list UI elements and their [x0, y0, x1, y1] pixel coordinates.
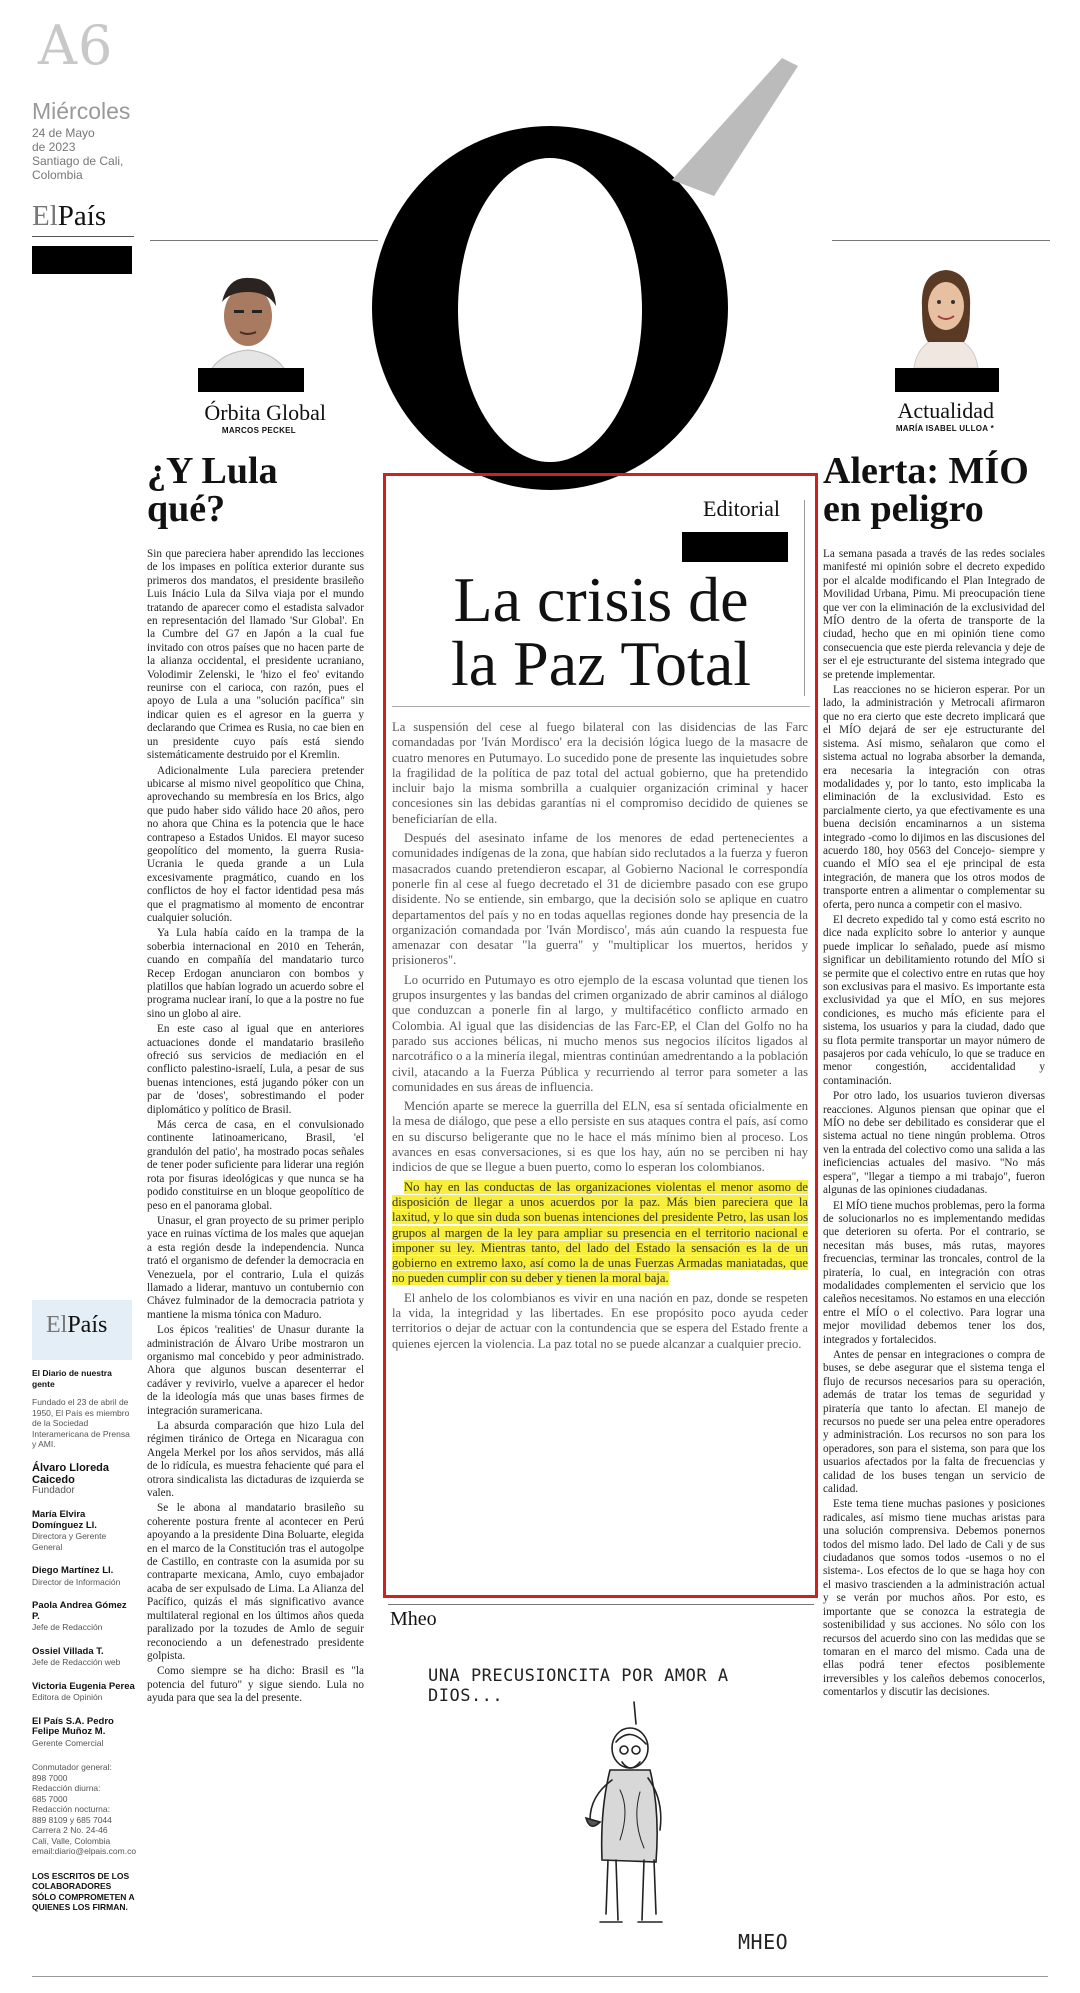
- footer-divider: [32, 1976, 1048, 1977]
- editorial-title-line: la Paz Total: [450, 628, 752, 699]
- cartoon-old-man-icon: [560, 1700, 700, 1950]
- staff-person: [32, 1462, 136, 1497]
- cartoon-label: Mheo: [390, 1608, 437, 1630]
- date-line: Santiago de Cali,: [32, 154, 124, 168]
- staff-person: [32, 1601, 136, 1633]
- divider: [32, 236, 134, 237]
- article-body-lula: [147, 548, 364, 1963]
- author-marcos-peckel: MARCOS PECKEL: [221, 426, 296, 435]
- highlighted-paragraph: [392, 1180, 808, 1287]
- staff-person: [32, 1717, 136, 1749]
- staff-person-role: Jefe de Redacción web: [32, 1657, 121, 1667]
- date-line: de 2023: [32, 140, 76, 154]
- paragraph: Unasur, el gran proyecto de su primer periplo yace en ruinas víctima de los males que aquejan a esta región desde la independencia. Nunca trató el organismo de defender la democracia en Venezuela, por el contrario, Lula el quizás llamado a liderar, mantuvo un contubernio con Chávez fulminador de la democracia patriota y mantiene la misma tónica con Maduro.: [147, 1214, 364, 1321]
- date-block: [32, 126, 152, 182]
- staff-person-name: Ossiel Villada T.: [32, 1645, 104, 1657]
- paragraph: El MÍO tiene muchos problemas, pero la forma de solucionarlos no es implementando medidas que deterioren su oferta. Por el contrario, se necesitan más buses, más rutas, mayores frecuencias, terminar las troncales, control de la piratería, lo cual, en integración con otras modalidades complementen el servicio que los caleños necesitamos. No estamos en una elección entre el MÍO o el colectivo. Para lograr una mejor movilidad debemos tener los dos, integrados y fortalecidos.: [823, 1199, 1045, 1346]
- contact-line: Redacción nocturna:: [32, 1804, 110, 1814]
- article-body-mio: [823, 548, 1045, 1963]
- columnist-photo-maria-isabel-ulloa: [900, 256, 992, 368]
- editorial-label: Editorial: [703, 496, 780, 521]
- editorial-title: [392, 564, 810, 699]
- paragraph: Lo ocurrido en Putumayo es otro ejemplo de la escasa voluntad que tienen los grupos insurgentes y las bandas del crimen organizado de abrir caminos al diálogo que conduzcan a ponerle fin al largo, y multifacético conflicto armado en Colombia. Al igual que las disidencias de las Farc-EP, el Clan del Golfo no ha parado sus acciones bélicas, ni mucho menos sus negocios ilícitos ligados al narcotráfico o a la minería ilegal, mientras continúan amedrentando a la población civil, atacando a la Fuerza Pública y recurriendo al terror para someter a las comunidades en sus áreas de influencia.: [392, 972, 808, 1094]
- staff-person-name: Victoria Eugenia Perea: [32, 1680, 135, 1692]
- cartoon-caption: UNA PRECUSIONCITA POR AMOR A DIOS...: [428, 1666, 729, 1706]
- staff-person-name: María Elvira Domínguez Ll.: [32, 1509, 97, 1531]
- paragraph: Más cerca de casa, en el convulsionado continente latinoamericano, Brasil, 'el grandulón del patio', ha mostrado pocas señales de tener poder suficiente para liderar una región rota por fisuras ideológicas y que nunca se ha podido constituirse en un bloque geopolítico de peso en el panorama global.: [147, 1119, 364, 1212]
- photo-black-bar: [198, 368, 304, 392]
- staff-person-name: Paola Andrea Gómez P.: [32, 1600, 127, 1622]
- photo-black-bar: [895, 368, 999, 392]
- paragraph: Los épicos 'realities' de Unasur durante la administración de Álvaro Uribe mostraron un organismo mal concebido y peor administrado. Ahora que algunos buscan desenterrar el cadáver y revivirlo, vuelve a aparecer el hedor de la ideología más que unas bases firmes de integración suramericana.: [147, 1324, 364, 1417]
- contact-line: 685 7000: [32, 1793, 68, 1804]
- masthead-el: El: [32, 200, 58, 232]
- staff-logo-el: El: [46, 1312, 68, 1338]
- cartoon-signature: MHEO: [738, 1930, 789, 1954]
- headline-line: ¿Y Lula: [147, 450, 278, 492]
- staff-logo-box: [32, 1300, 132, 1360]
- headline-alerta-mio: [823, 452, 1063, 528]
- section-name-actualidad: Actualidad: [897, 398, 994, 423]
- contact-line: email:diario@elpais.com.co: [32, 1846, 137, 1856]
- headline-line: qué?: [147, 488, 226, 530]
- staff-disclaimer: LOS ESCRITOS DE LOS COLABORADORES SÓLO COMPROMETEN A QUIENES LOS FIRMAN.: [32, 1870, 135, 1912]
- staff-founded: Fundado el 23 de abril de 1950, El País es miembro de la Sociedad Interamericana de Prensa y AMI.: [32, 1397, 130, 1449]
- paragraph: La absurda comparación que hizo Lula del régimen tiránico de Ortega en Nicaragua con Angela Merkel por los años servidos, más allá de lo ridícula, es muestra fehaciente qué para el otrora sindicalista las dictaduras de izquierda se valen.: [147, 1420, 364, 1500]
- staff-person-role: Fundador: [32, 1484, 75, 1496]
- staff-contact: [32, 1762, 136, 1857]
- section-letter-o-icon: [342, 58, 798, 494]
- contact-line: Redacción diurna:: [32, 1783, 101, 1793]
- paragraph: Las reacciones no se hicieron esperar. Por un lado, la administración y Metrocali afirmaron que no era cierto que este decreto implicará que el MÍO dejará de ser eje estructurante del sistema. Así mismo, señalaron que como el sistema actual no lograba absorber la demanda, era necesaria la integración con otras modalidades y, por lo tanto, esto implicaba la eliminación de la exclusividad. Esto es parcialmente cierto, ya que efectivamente es una buena decisión encaminarnos a un sistema integrado -como lo dijimos en las discusiones del acuerdo 180, hoy 0563 del Concejo- siempre y cuando el MÍO sea el eje principal de esta integración, de manera que los otros modos de transporte entren a alimentar o complementar su oferta, pero nunca a competir con el masivo.: [823, 684, 1045, 911]
- contact-line: 889 8109 y 685 7044: [32, 1814, 112, 1825]
- paragraph: Mención aparte se merece la guerrilla del ELN, esa sí sentada oficialmente en la mesa de diálogo, que pese a ello persiste en sus ataques contra el país, así como en su discurso beligerante que no le hace el más mínimo bien al proceso. Los avances en esas conversaciones, si es que los hay, aún no se perciben ni hay indicios de que se llegue a buen puerto, como lo esperan los colombianos.: [392, 1099, 808, 1175]
- headline-line: Alerta: MÍO: [823, 450, 1029, 492]
- paragraph: En este caso al igual que en anteriores actuaciones donde el mandatario brasileño ofreció sus servicios de mediación en el conflicto palestino-israelí, Lula, a pesar de sus buenas intenciones, está jugando póker con un par de 'doses', sobrestimando el poder diplomático y político de Brasil.: [147, 1023, 364, 1116]
- page-number: A6: [38, 14, 114, 77]
- paragraph: Sin que pareciera haber aprendido las lecciones de los impases en política exterior durante sus primeros dos mandatos, el presidente brasileño Luis Inácio Lula da Silva viaja por el mundo tratando de aparecer como el estadista salvador en representación del llamado 'Sur Global'. En la Cumbre del G7 en Japón a la cual fue invitado con otros países que no hacen parte de la alianza occidental, el presidente ucraniano, Volodimir Zelenski, le 'hizo el feo' evitando reunirse con el carioca, con razón, pues el apoyo de Lula a una "solución pacífica" sin indicar quien es el agresor en la guerra y declarando que Crimea es Rusia, no cae bien en un presidente cuyo país está siendo sistemáticamente destruido por el Kremlin.: [147, 548, 364, 762]
- masthead-logo: [32, 200, 106, 233]
- paragraph: Como siempre se ha dicho: Brasil es "la potencia del futuro" y sigue siendo. Lula no ayuda para que sea la del presente.: [147, 1665, 364, 1705]
- staff-person-name: El País S.A. Pedro Felipe Muñoz M.: [32, 1715, 114, 1737]
- editorial-title-line: La crisis de: [453, 564, 749, 635]
- divider: [392, 706, 810, 707]
- date-line: 24 de Mayo: [32, 126, 95, 140]
- author-maria-isabel-ulloa: MARÍA ISABEL ULLOA *: [895, 424, 994, 433]
- date-line: Colombia: [32, 168, 83, 182]
- staff-person-role: Directora y Gerente General: [32, 1531, 107, 1552]
- staff-person-role: Gerente Comercial: [32, 1737, 104, 1748]
- paragraph: Ya Lula había caído en la trampa de la soberbia internacional en 2010 en Teherán, cuando en compañía del mandatario turco Recep Erdogan anunciaron con bombos y platillos que habían logrado un acuerdo sobre el programa nuclear iraní, lo que a la postre no fue sino un globo al aire.: [147, 927, 364, 1020]
- paragraph: Este tema tiene muchas pasiones y posiciones radicales, así mismo tiene muchas aristas para una solución comprensiva. Debemos ponernos todos del mismo lado. Del lado de Cali y de sus ciudadanos que somos todos -usemos o no el sistema-. Los efectos de lo que se haga hoy con el masivo trascienden a la administración actual y se verán por muchos años. Por esto, es importante que se conozca la estrategia de sostenibilidad y sus acciones. No sólo con los recursos del acuerdo sino con las medidas que se tomaran en el marco del mismo. Cada una de ellas podrá tener efectos posiblemente irreversibles y los caleños debemos conocerlos, comentarlos y discutir las decisiones.: [823, 1498, 1045, 1699]
- staff-person-role: Director de Información: [32, 1576, 121, 1587]
- staff-person-role: Editora de Opinión: [32, 1692, 103, 1702]
- paragraph: Después del asesinato infame de los menores de edad pertenecientes a comunidades indígenas de la zona, que habían sido reclutados a la fuerza y fueron masacrados cuando pretendieron escapar, al Gobierno Nacional le correspondía ponerle fin al cese al fuego decretado el 31 de diciembre pasado con ese grupo disidente. No se entiende, sin embargo, que la decisión solo se aplique en cuatro departamentos del país y no en todas aquellas regiones donde hay presencia de la organización comandada por 'Iván Mordisco', más aún cuando la respuesta fue amenazar con desatar "la guerra" y "multiplicar los muertos, heridos y prisioneros".: [392, 831, 808, 968]
- paragraph: El decreto expedido tal y como está escrito no dice nada explícito sobre lo anterior y aunque puede implicar lo señalado, puede así mismo significar un debilitamiento rotundo del MÍO si se permite que el colectivo entre en rutas que hoy son exclusivas para el masivo. Es importante esta exclusividad ya que el MÍO, en sus mejores condiciones, es mucho más eficiente para el sistema, los usuarios y para la ciudad, dado que su flota permite transportar un mayor número de pasajeros por cada vehículo, lo que se traduce en menor congestión, accidentalidad y contaminación.: [823, 913, 1045, 1087]
- paragraph: Adicionalmente Lula pareciera pretender ubicarse al mismo nivel geopolítico que China, aprovechando su membresía en los Brics, algo que pudo haber sido válido hace 20 años, pero no ahora que China es la potencia que le hace contrapeso a Estados Unidos. El mayor suceso geopolítico del momento, la guerra Rusia-Ucrania le queda grande a un Lula excesivamente pragmático, cuando en los conflictos de hoy el factor identidad pesa más que el pragmatismo al momento de encontrar cualquier solución.: [147, 764, 364, 924]
- paragraph: El anhelo de los colombianos es vivir en una nación en paz, donde se respeten la vida, la integridad y las libertades. En ese propósito poco ayuda ceder territorios o dejar de actuar con la contundencia que se espera del Estado frente a quienes ejercen la violencia. La paz total no se puede alcanzar a cualquier precio.: [392, 1290, 808, 1351]
- staff-person-name: Diego Martínez Ll.: [32, 1565, 114, 1576]
- section-name-orbita-global: Órbita Global: [204, 400, 326, 425]
- contact-line: 898 7000: [32, 1772, 68, 1783]
- staff-person: [32, 1647, 136, 1668]
- staff-logo-pais: País: [67, 1312, 108, 1338]
- paragraph: Antes de pensar en integraciones o compra de buses, se debe asegurar que el sistema tenga el flujo de recursos necesarios para su operación, además de tratar los temas de seguridad y piratería que tanto lo afectan. El manejo de recursos no puede ser una pelea entre operadores y administración. Los recursos no son para los operadores, son para el sistema, son para que los usuarios afectados por la falta de frecuencias y calidad de los buses tengan un servicio de calidad.: [823, 1348, 1045, 1496]
- paragraph: Se le abona al mandatario brasileño su coherente postura frente al acontecer en Perú apoyando a la presidente Dina Boluarte, elegida en el marco de la Constitución tras el autogolpe de Castillo, en contraste con la asumida por su contraparte mexicana, Amlo, cuyo embajador acaba de ser expulsado de Lima. La Alianza del Pacífico, quizás el más significativo avance multilateral regional en los últimos años queda paralizado por la tozudes de Amlo de seguir reconociendo a un defenestrado presidente golpista.: [147, 1502, 364, 1662]
- staff-person: [32, 1682, 136, 1703]
- divider: [832, 240, 1050, 241]
- staff-person: [32, 1510, 136, 1552]
- staff-person-role: Jefe de Redacción: [32, 1622, 103, 1632]
- staff-person: [32, 1566, 136, 1587]
- headline-line: en peligro: [823, 488, 984, 530]
- paragraph: La semana pasada a través de las redes sociales manifesté mi opinión sobre el decreto expedido por el alcalde modificando el Plan Integrado de Movilidad Urbana, Pimu. Mi preocupación tiene que ver con la eliminación de la exclusividad del MÍO dentro de la oferta de transporte de la ciudad, hecho que en mi opinión tiene como consecuencia que este pierda relevancia y deje de ser el eje estructurante del sistema integrado que se pretende implementar.: [823, 548, 1045, 681]
- divider: [388, 1604, 814, 1605]
- staff-logo: [32, 1300, 132, 1339]
- weekday: Miércoles: [32, 98, 131, 124]
- editorial-body: [392, 720, 808, 1590]
- headline-y-lula-que: [147, 452, 367, 528]
- paragraph: Por otro lado, los usuarios tuvieron diversas reacciones. Algunos piensan que opinar que el MÍO no debe ser debilitado es considerar que el sistema actual no tiene ningún problema. Otros ven la entrada del colectivo como una salida a las ineficiencias actuales del masivo. "No más espera", "llegar a tiempo a mi trabajo", fueron algunas de las opiniones ciudadanas.: [823, 1090, 1045, 1197]
- masthead-black-bar: [32, 246, 132, 274]
- contact-line: Cali, Valle, Colombia: [32, 1835, 111, 1846]
- contact-line: Carrera 2 No. 24-46: [32, 1825, 108, 1835]
- contact-line: Conmutador general:: [32, 1762, 112, 1772]
- masthead-pais: País: [57, 200, 107, 232]
- staff-box: [32, 1368, 136, 1913]
- staff-tagline: El Diario de nuestra gente: [32, 1368, 112, 1389]
- divider: [150, 240, 378, 241]
- paragraph: La suspensión del cese al fuego bilateral con las disidencias de las Farc comandadas por 'Iván Mordisco' era la decisión lógica luego de la masacre de cuatro menores en Putumayo. Lo sucedido pone de presente las inquietudes sobre la fragilidad de la política de paz total del actual gobierno, que ha pretendido incluir bajo la misma sombrilla a cualquier organización criminal y hacer concesiones sin las debidas garantías ni el compromiso decidido de quienes se beneficiarían de ella.: [392, 720, 808, 826]
- staff-person-name: Álvaro Lloreda Caicedo: [32, 1461, 110, 1486]
- editorial-black-bar: [682, 532, 788, 562]
- highlighted-text: No hay en las conductas de las organizaciones violentas el menor asomo de disposición de llegar a unos acuerdos por la paz. Más bien pareciera que la laxitud, y lo que sin duda son buenas intenciones del presidente Petro, las usan los grupos al margen de la ley para ampliar su presencia en el territorio nacional e imponer su ley. Mientras tanto, del lado del Estado la sensación es la de un gobierno en extremo laxo, así como la de unas Fuerzas Armadas maniatadas, que no pueden cumplir con su deber y tienen la moral baja.: [392, 1179, 808, 1286]
